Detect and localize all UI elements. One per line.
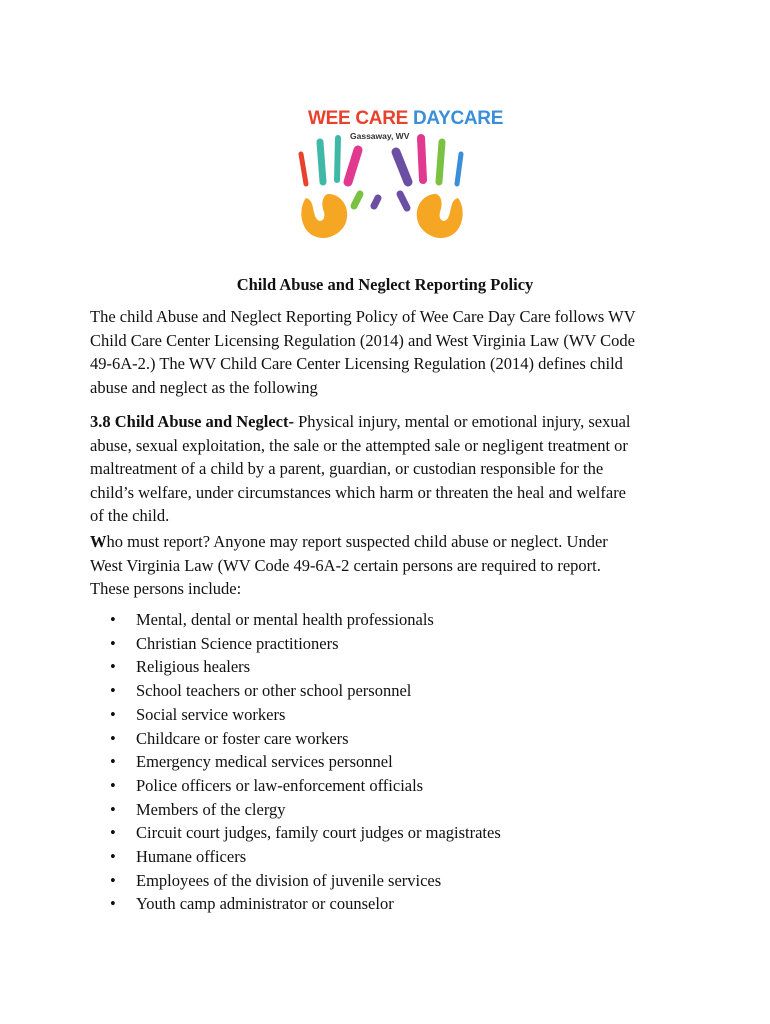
finger-mark xyxy=(320,142,323,182)
finger-mark xyxy=(457,154,461,184)
bullet-icon: • xyxy=(110,775,116,795)
mandated-reporters-list xyxy=(108,608,501,916)
list-item-text: Childcare or foster care workers xyxy=(136,728,349,748)
bullet-icon: • xyxy=(110,870,116,890)
intro-paragraph: The child Abuse and Neglect Reporting Policy of Wee Care Day Care follows WV Child Care Center Licensing Regulation (2014) and West Virginia Law (WV Code 49-6A-2.) The WV Child Care Center Licensing Regulation (2014) defines child abuse and neglect as the following xyxy=(90,307,636,397)
finger-mark xyxy=(301,154,306,184)
finger-mark xyxy=(354,194,360,206)
drop-letter: W xyxy=(90,532,107,551)
list-item xyxy=(108,821,501,845)
list-item xyxy=(108,892,501,916)
list-item xyxy=(108,632,501,656)
finger-mark xyxy=(400,194,407,208)
right-palm xyxy=(417,194,463,238)
bullet-icon: • xyxy=(110,657,116,677)
list-item-text: Employees of the division of juvenile services xyxy=(136,870,442,890)
list-item xyxy=(108,727,501,751)
list-item-text: Police officers or law-enforcement officials xyxy=(136,775,424,795)
bullet-icon: • xyxy=(110,610,116,629)
who-must-report-paragraph xyxy=(90,530,690,601)
list-item-text: Christian Science practitioners xyxy=(136,633,339,653)
bullet-icon: • xyxy=(110,799,116,819)
list-item xyxy=(108,750,501,774)
page-title: Child Abuse and Neglect Reporting Policy xyxy=(236,275,534,294)
bullet-icon: • xyxy=(110,823,116,843)
list-item xyxy=(108,703,501,727)
finger-mark xyxy=(337,138,338,180)
list-item-text: Religious healers xyxy=(136,657,251,677)
finger-mark xyxy=(396,152,408,182)
list-item-text: Youth camp administrator or counselor xyxy=(136,894,394,914)
list-item xyxy=(108,679,501,703)
who-must-report-text: ho must report? Anyone may report suspected child abuse or neglect. Under West Virginia Law (WV Code 49-6A-2 certain persons are required to report. These persons include: xyxy=(90,532,608,598)
list-item xyxy=(108,655,501,679)
finger-mark xyxy=(348,150,358,182)
bullet-icon: • xyxy=(110,752,116,772)
definition-heading: 3.8 Child Abuse and Neglect- xyxy=(90,412,294,431)
definition-text: Physical injury, mental or emotional injury, sexual abuse, sexual exploitation, the sale or the attempted sale or negligent treatment or maltreatment of a child by a parent, guardian, or custodian responsible for the child’s welfare, under circumstances which harm or threaten the heal and welfare of the child. xyxy=(90,412,631,525)
finger-mark xyxy=(421,138,423,180)
logo-location: Gassaway, WV xyxy=(350,131,410,141)
bullet-icon: • xyxy=(110,704,116,724)
list-item xyxy=(108,869,501,893)
left-palm xyxy=(301,194,347,238)
list-item-text: Humane officers xyxy=(136,847,247,867)
list-item-text: Social service workers xyxy=(136,704,286,724)
logo-title xyxy=(308,108,503,130)
bullet-icon: • xyxy=(110,681,116,701)
list-item xyxy=(108,774,501,798)
wee-care-daycare-logo xyxy=(290,106,504,246)
bullet-icon: • xyxy=(110,894,116,914)
list-item-text: Members of the clergy xyxy=(136,799,286,819)
list-item-text: School teachers or other school personnel xyxy=(136,681,412,701)
list-item-text: Circuit court judges, family court judges or magistrates xyxy=(136,823,501,843)
logo-word-wee-care: WEE CARE xyxy=(308,108,408,129)
list-item-text: Mental, dental or mental health professionals xyxy=(136,610,434,629)
handprints-icon xyxy=(290,132,475,244)
list-item xyxy=(108,798,501,822)
finger-mark xyxy=(439,142,442,182)
bullet-icon: • xyxy=(110,728,116,748)
list-item xyxy=(108,845,501,869)
list-item-text: Emergency medical services personnel xyxy=(136,752,393,772)
list-item xyxy=(108,608,501,632)
finger-mark xyxy=(374,198,378,206)
logo-word-daycare: DAYCARE xyxy=(412,108,504,129)
bullet-icon: • xyxy=(110,847,116,867)
bullet-icon: • xyxy=(110,633,116,653)
definition-paragraph xyxy=(90,410,690,528)
